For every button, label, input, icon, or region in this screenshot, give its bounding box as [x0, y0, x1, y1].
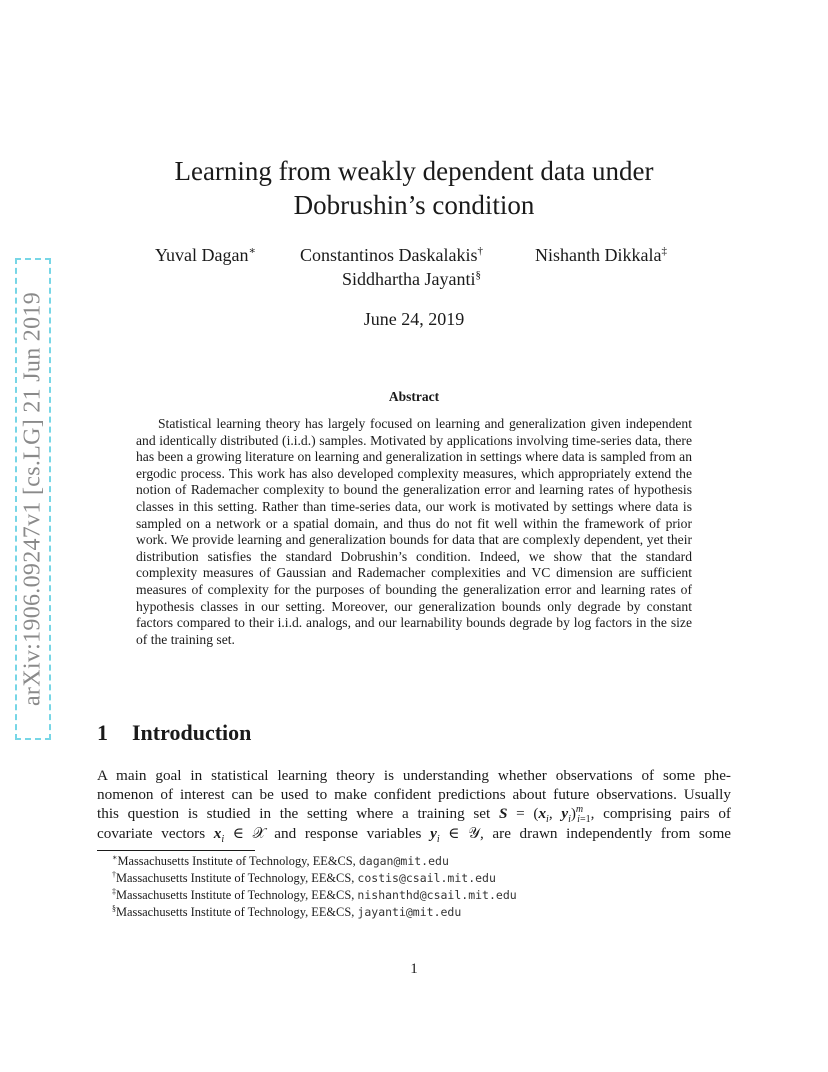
section-title: Introduction [132, 720, 252, 745]
footnote-1: ∗Massachusetts Institute of Technology, EE&CS, dagan@mit.edu [112, 853, 449, 868]
abstract-heading: Abstract [388, 389, 440, 404]
intro-line-3: this question is studied in the setting where a training set $S = (x_i$, $y_i)^m_{i=1}$, comprising pairs of [97, 804, 731, 826]
email-link[interactable]: jayanti@mit.edu [357, 905, 462, 919]
section-number: 1 [97, 720, 108, 745]
title-line-1: Learning from weakly dependent data under [174, 156, 654, 186]
title-line-2: Dobrushin’s condition [293, 190, 535, 220]
email-link[interactable]: costis@csail.mit.edu [357, 871, 496, 885]
intro-paragraph [97, 766, 731, 843]
page-number: 1 [410, 961, 418, 977]
intro-line-1: A main goal in statistical learning theory is understanding whether observations of some phe- [97, 767, 731, 784]
footnote-2: †Massachusetts Institute of Technology, EE&CS, costis@csail.mit.edu [112, 870, 496, 885]
abstract-text: Statistical learning theory has largely focused on learning and generalization given independent and identically distributed (i.i.d.) samples. Motivated by applications involving time-series data, there has been a growing literature on learning and generalization in settings where data is sampled from an ergodic process. This work has also developed complexity measures, which appropriately extend the notion of Rademacher complexity to bound the generalization error and learning rates of hypothesis classes in this setting. Rather than time-series data, our work is motivated by settings where data is sampled on a network or a spatial domain, and thus do not fit well within the framework of prior work. We provide learning and generalization bounds for data that are complexly dependent, yet their distribution satisfies the standard Dobrushin’s condition. Indeed, we show that the standard complexity measures of Gaussian and Rademacher complexities and VC dimension are sufficient measures of complexity for the purposes of bounding the generalization error and learning rates of hypothesis classes in our setting. Moreover, our generalization bounds only degrade by constant factors compared to their i.i.d. analogs, and our learnability bounds degrade by log factors in the size of the training set. [136, 416, 692, 647]
footnote-rule [97, 850, 255, 851]
paper-title [0, 154, 828, 222]
author-dagan: Yuval Dagan∗ [155, 245, 256, 265]
author-daskalakis: Constantinos Daskalakis† [300, 245, 483, 265]
email-link[interactable]: nishanthd@csail.mit.edu [357, 888, 517, 902]
email-link[interactable]: dagan@mit.edu [358, 854, 449, 868]
intro-line-4: covariate vectors $x_i$ ∈ 𝒳 and response variables $y_i$ ∈ 𝒴, are drawn independently from some [97, 824, 731, 845]
author-dikkala: Nishanth Dikkala‡ [535, 245, 667, 265]
intro-line-2: nomenon of interest can be used to make confident predictions about future observations. Usually [97, 786, 731, 804]
arxiv-stamp: arXiv:1906.09247v1 [cs.LG] 21 Jun 2019 [19, 291, 46, 707]
section-heading [97, 720, 251, 746]
paper-date: June 24, 2019 [363, 309, 465, 329]
footnote-3: ‡Massachusetts Institute of Technology, EE&CS, nishanthd@csail.mit.edu [112, 887, 517, 902]
footnotes [112, 853, 517, 921]
author-jayanti: Siddhartha Jayanti§ [342, 269, 481, 289]
footnote-4: §Massachusetts Institute of Technology, EE&CS, jayanti@mit.edu [112, 904, 462, 919]
